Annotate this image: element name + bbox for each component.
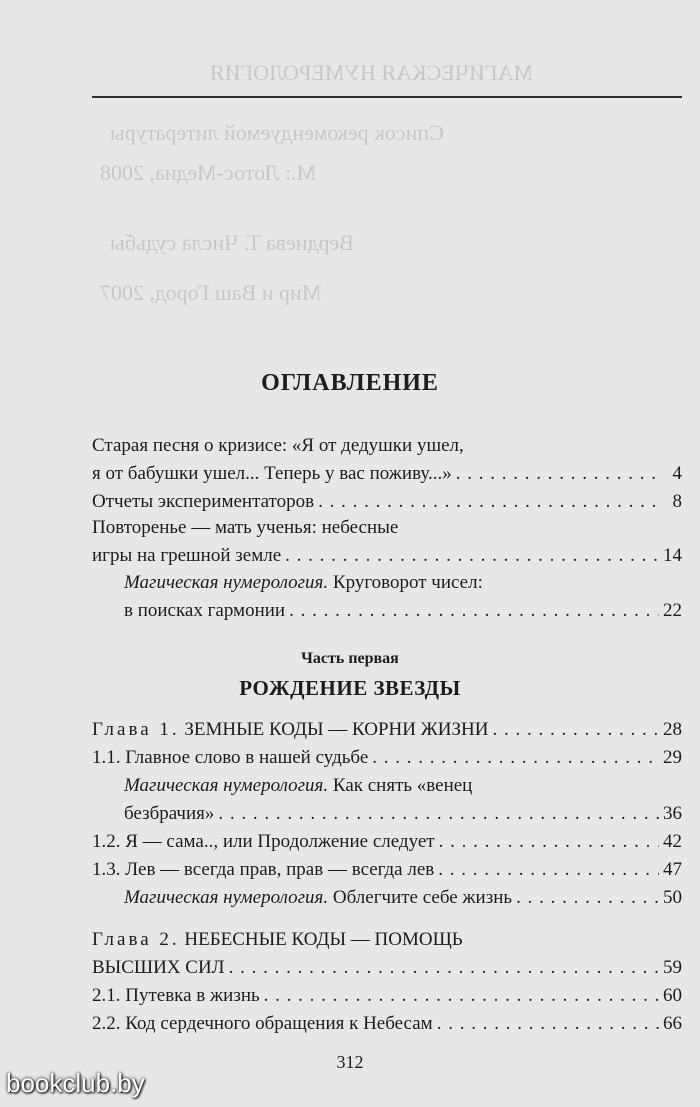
chapter-title: ВЫСШИХ СИЛ — [92, 957, 225, 978]
entry-text: Отчеты экспериментаторов — [92, 491, 315, 512]
page-number: 312 — [336, 1052, 364, 1072]
entry-text: Старая песня о кризисе: «Я от дедушки ушел, — [92, 435, 464, 456]
watermark: bookclub.by — [6, 1068, 145, 1098]
entry-text: 2.2. Код сердечного обращения к Небесам — [92, 1013, 433, 1034]
toc-entry-2-1 — [92, 982, 682, 1010]
chapter-prefix: Глава 1. — [92, 719, 180, 740]
page-ref: 42 — [663, 831, 682, 852]
entry-italic: Магическая нумерология. — [124, 887, 329, 908]
toc-entry-numerology-easier — [92, 884, 682, 912]
leader-dots — [439, 828, 659, 856]
entry-text: Повторенье — мать ученья: небесные — [92, 517, 399, 538]
leader-dots — [372, 744, 659, 772]
entry-text: 1.1. Главное слово в нашей судьбе — [92, 747, 369, 768]
leader-dots — [516, 884, 659, 912]
page-ref: 50 — [663, 887, 682, 908]
leader-dots — [229, 954, 659, 982]
leader-dots — [456, 460, 660, 488]
toc-entry-crisis — [92, 432, 682, 488]
page-ref: 8 — [672, 491, 682, 512]
toc-entry-numerology-cycle — [92, 569, 682, 625]
toc-chapter-1 — [92, 716, 682, 744]
toc-entry-repetition — [92, 514, 682, 570]
chapter-title: ЗЕМНЫЕ КОДЫ — КОРНИ ЖИЗНИ — [179, 719, 489, 740]
page-ref: 36 — [663, 803, 682, 824]
leader-dots — [492, 716, 659, 744]
entry-text: Как снять «венец — [328, 775, 473, 796]
part-title: РОЖДЕНИЕ ЗВЕЗДЫ — [239, 676, 461, 700]
page-ref: 66 — [663, 1013, 682, 1034]
toc-entry-numerology-crown — [92, 772, 682, 828]
page-ref: 22 — [663, 600, 682, 621]
header-rule — [92, 96, 682, 98]
leader-dots — [285, 542, 659, 570]
leader-dots — [437, 1010, 659, 1038]
leader-dots — [289, 597, 659, 625]
page-ref: 60 — [663, 985, 682, 1006]
leader-dots — [218, 800, 659, 828]
toc-entry-1-3 — [92, 856, 682, 884]
entry-text: 1.3. Лев — всегда прав, прав — всегда лев — [92, 859, 435, 880]
toc-title: ОГЛАВЛЕНИЕ — [261, 370, 439, 396]
page-ref: 14 — [663, 545, 682, 566]
page-ref: 29 — [663, 747, 682, 768]
toc-chapter-2 — [92, 926, 682, 982]
entry-text: я от бабушки ушел... Теперь у вас поживу...» — [92, 463, 452, 484]
part-label: Часть первая — [301, 650, 399, 667]
entry-text: безбрачия» — [124, 803, 215, 824]
page-ref: 59 — [663, 957, 682, 978]
entry-text: Круговорот чисел: — [328, 572, 483, 593]
entry-italic: Магическая нумерология. — [124, 775, 329, 796]
page-ref: 4 — [672, 463, 682, 484]
entry-italic: Магическая нумерология. — [124, 572, 329, 593]
leader-dots — [264, 982, 659, 1010]
chapter-prefix: Глава 2. — [92, 929, 180, 950]
page-ref: 28 — [663, 719, 682, 740]
entry-text: игры на грешной земле — [92, 545, 282, 566]
leader-dots — [438, 856, 659, 884]
leader-dots — [318, 488, 660, 516]
chapter-title: НЕБЕСНЫЕ КОДЫ — ПОМОЩЬ — [179, 929, 463, 950]
toc-entry-1-1 — [92, 744, 682, 772]
entry-text: 2.1. Путевка в жизнь — [92, 985, 260, 1006]
toc-entry-2-2 — [92, 1010, 682, 1038]
entry-text: Облегчите себе жизнь — [328, 887, 513, 908]
entry-text: 1.2. Я — сама.., или Продолжение следует — [92, 831, 435, 852]
page-ref: 47 — [663, 859, 682, 880]
entry-text: в поисках гармонии — [124, 600, 286, 621]
toc-entry-reports — [92, 488, 682, 516]
toc-entry-1-2 — [92, 828, 682, 856]
bleed-through-text: МАГИЧЕСКАЯ НУМЕРОЛОГИЯ Список рекомендуемой литературы М.: Лотос-Медиа, 2008 Вердиева Т. Числа судьбы Мир и Ваш Город, 2007 — [100, 60, 534, 305]
